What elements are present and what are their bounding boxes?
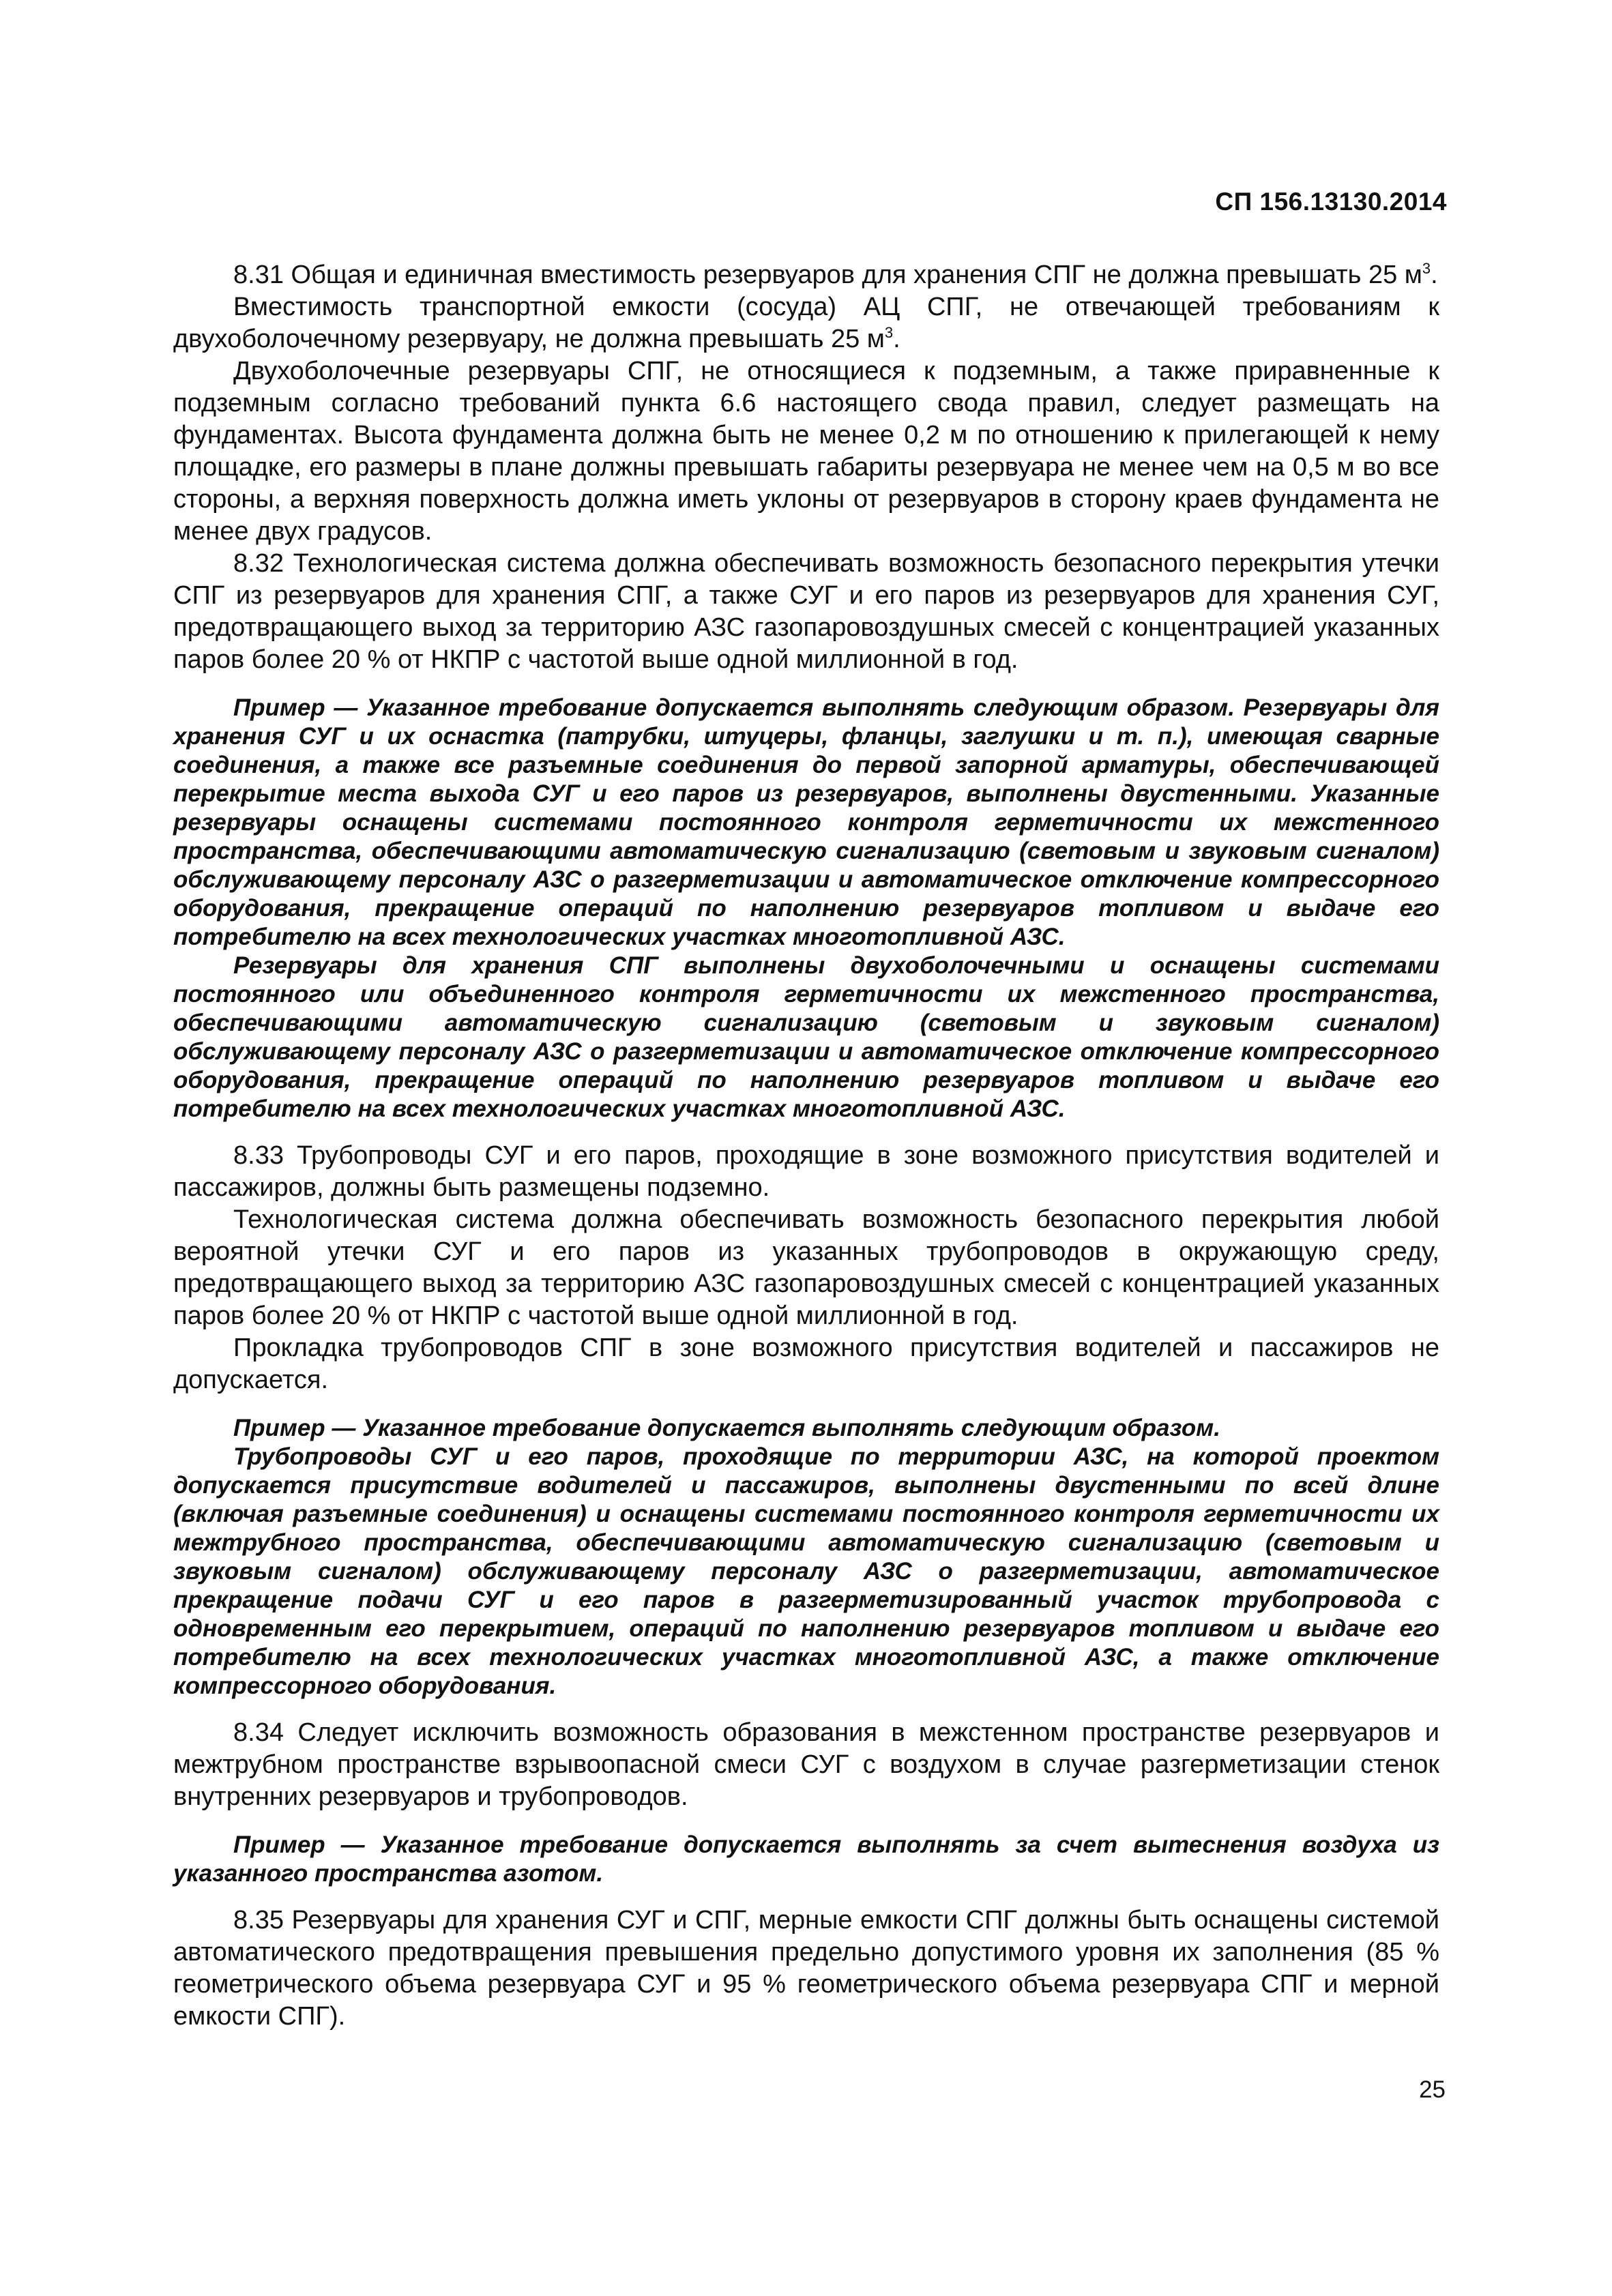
- paragraph-8-31: [173, 259, 1439, 291]
- paragraph-8-33-system: Технологическая система должна обеспечивать возможность безопасного перекрытия любой вероятной утечки СУГ и его паров из указанных трубопроводов в окружающую среду, предотвращающего выход за территорию АЗС газопаровоздушных смесей с концентрацией указанных паров более 20 % от НКПР с частотой выше одной миллионной в год.: [173, 1205, 1439, 1330]
- example-paragraph: Пример — Указанное требование допускается выполнять за счет вытеснения воздуха из указанного пространства азотом.: [173, 1831, 1439, 1887]
- superscript: 3: [884, 324, 894, 341]
- example-paragraph: Резервуары для хранения СПГ выполнены двухоболочечными и оснащены системами постоянного или объединенного контроля герметичности их межстенного пространства, обеспечивающими автоматическую сигнализацию (световым и звуковым сигналом) обслуживающему персоналу АЗС о разгерметизации и автоматическое отключение компрессорного оборудования, прекращение операций по наполнению резервуаров топливом и выдаче его потребителю на всех технологических участках многотопливной АЗС.: [173, 952, 1439, 1122]
- paragraph-8-31-capacity: [173, 291, 1439, 355]
- paragraph-8-33-lng: Прокладка трубопроводов СПГ в зоне возможного присутствия водителей и пассажиров не допускается.: [173, 1334, 1439, 1394]
- document-body: [173, 259, 1439, 2033]
- example-block-8-33: [173, 1414, 1439, 1701]
- paragraph-8-34: 8.34 Следует исключить возможность образования в межстенном пространстве резервуаров и межтрубном пространстве взрывоопасной смеси СУГ с воздухом в случае разгерметизации стенок внутренних резервуаров и трубопроводов.: [173, 1718, 1439, 1811]
- page-number: 25: [1419, 2076, 1446, 2103]
- example-block-8-34: [173, 1831, 1439, 1888]
- example-paragraph: Пример — Указанное требование допускается выполнять следующим образом.: [233, 1415, 1220, 1441]
- paragraph-8-31-foundation: Двухоболочечные резервуары СПГ, не относящиеся к подземным, а также приравненные к подземным согласно требований пункта 6.6 настоящего свода правил, следует размещать на фундаментах. Высота фундамента должна быть не менее 0,2 м по отношению к прилегающей к нему площадке, его размеры в плане должны превышать габариты резервуара не менее чем на 0,5 м во все стороны, а верхняя поверхность должна иметь уклоны от резервуаров в сторону краев фундамента не менее двух градусов.: [173, 357, 1439, 546]
- paragraph-text: 8.31 Общая и единичная вместимость резервуаров для хранения СПГ не должна превышать 25 м: [233, 261, 1422, 289]
- example-paragraph: Трубопроводы СУГ и его паров, проходящие по территории АЗС, на которой проектом допускается присутствие водителей и пассажиров, выполнены двустенными по всей длине (включая разъемные соединения) и оснащены системами постоянного контроля герметичности их межтрубного пространства, обеспечивающими автоматическую сигнализацию (световым и звуковым сигналом) обслуживающему персоналу АЗС о разгерметизации, автоматическое прекращение подачи СУГ и его паров в разгерметизированный участок трубопровода с одновременным его перекрытием, операций по наполнению резервуаров топливом и выдаче его потребителю на всех технологических участках многотопливной АЗС, а также отключение компрессорного оборудования.: [173, 1443, 1439, 1699]
- paragraph-end: .: [1431, 261, 1438, 289]
- document-code-header: СП 156.13130.2014: [1215, 188, 1447, 216]
- superscript: 3: [1422, 260, 1431, 277]
- example-paragraph: Пример — Указанное требование допускается выполнять следующим образом. Резервуары для хранения СУГ и их оснастка (патрубки, штуцеры, фланцы, заглушки и т. п.), имеющая сварные соединения, а также все разъемные соединения до первой запорной арматуры, обеспечивающей перекрытие места выхода СУГ и его паров из резервуаров, выполнены двустенными. Указанные резервуары оснащены системами постоянного контроля герметичности их межстенного пространства, обеспечивающими автоматическую сигнализацию (световым и звуковым сигналом) обслуживающему персоналу АЗС о разгерметизации и автоматическое отключение компрессорного оборудования, прекращение операций по наполнению резервуаров топливом и выдаче его потребителю на всех технологических участках многотопливной АЗС.: [173, 694, 1439, 950]
- paragraph-8-35: 8.35 Резервуары для хранения СУГ и СПГ, мерные емкости СПГ должны быть оснащены системой автоматического предотвращения превышения предельно допустимого уровня их заполнения (85 % геометрического объема резервуара СУГ и 95 % геометрического объема резервуара СПГ и мерной емкости СПГ).: [173, 1906, 1439, 2031]
- paragraph-8-33: 8.33 Трубопроводы СУГ и его паров, проходящие в зоне возможного присутствия водителей и пассажиров, должны быть размещены подземно.: [173, 1141, 1439, 1202]
- example-block-8-32: [173, 694, 1439, 1123]
- paragraph-end: .: [893, 325, 900, 353]
- paragraph-text: Вместимость транспортной емкости (сосуда) АЦ СПГ, не отвечающей требованиям к двухоболочечному резервуару, не должна превышать 25 м: [173, 293, 1439, 353]
- paragraph-8-32: 8.32 Технологическая система должна обеспечивать возможность безопасного перекрытия утечки СПГ из резервуаров для хранения СПГ, а также СУГ и его паров из резервуаров для хранения СУГ, предотвращающего выход за территорию АЗС газопаровоздушных смесей с концентрацией указанных паров более 20 % от НКПР с частотой выше одной миллионной в год.: [173, 549, 1439, 674]
